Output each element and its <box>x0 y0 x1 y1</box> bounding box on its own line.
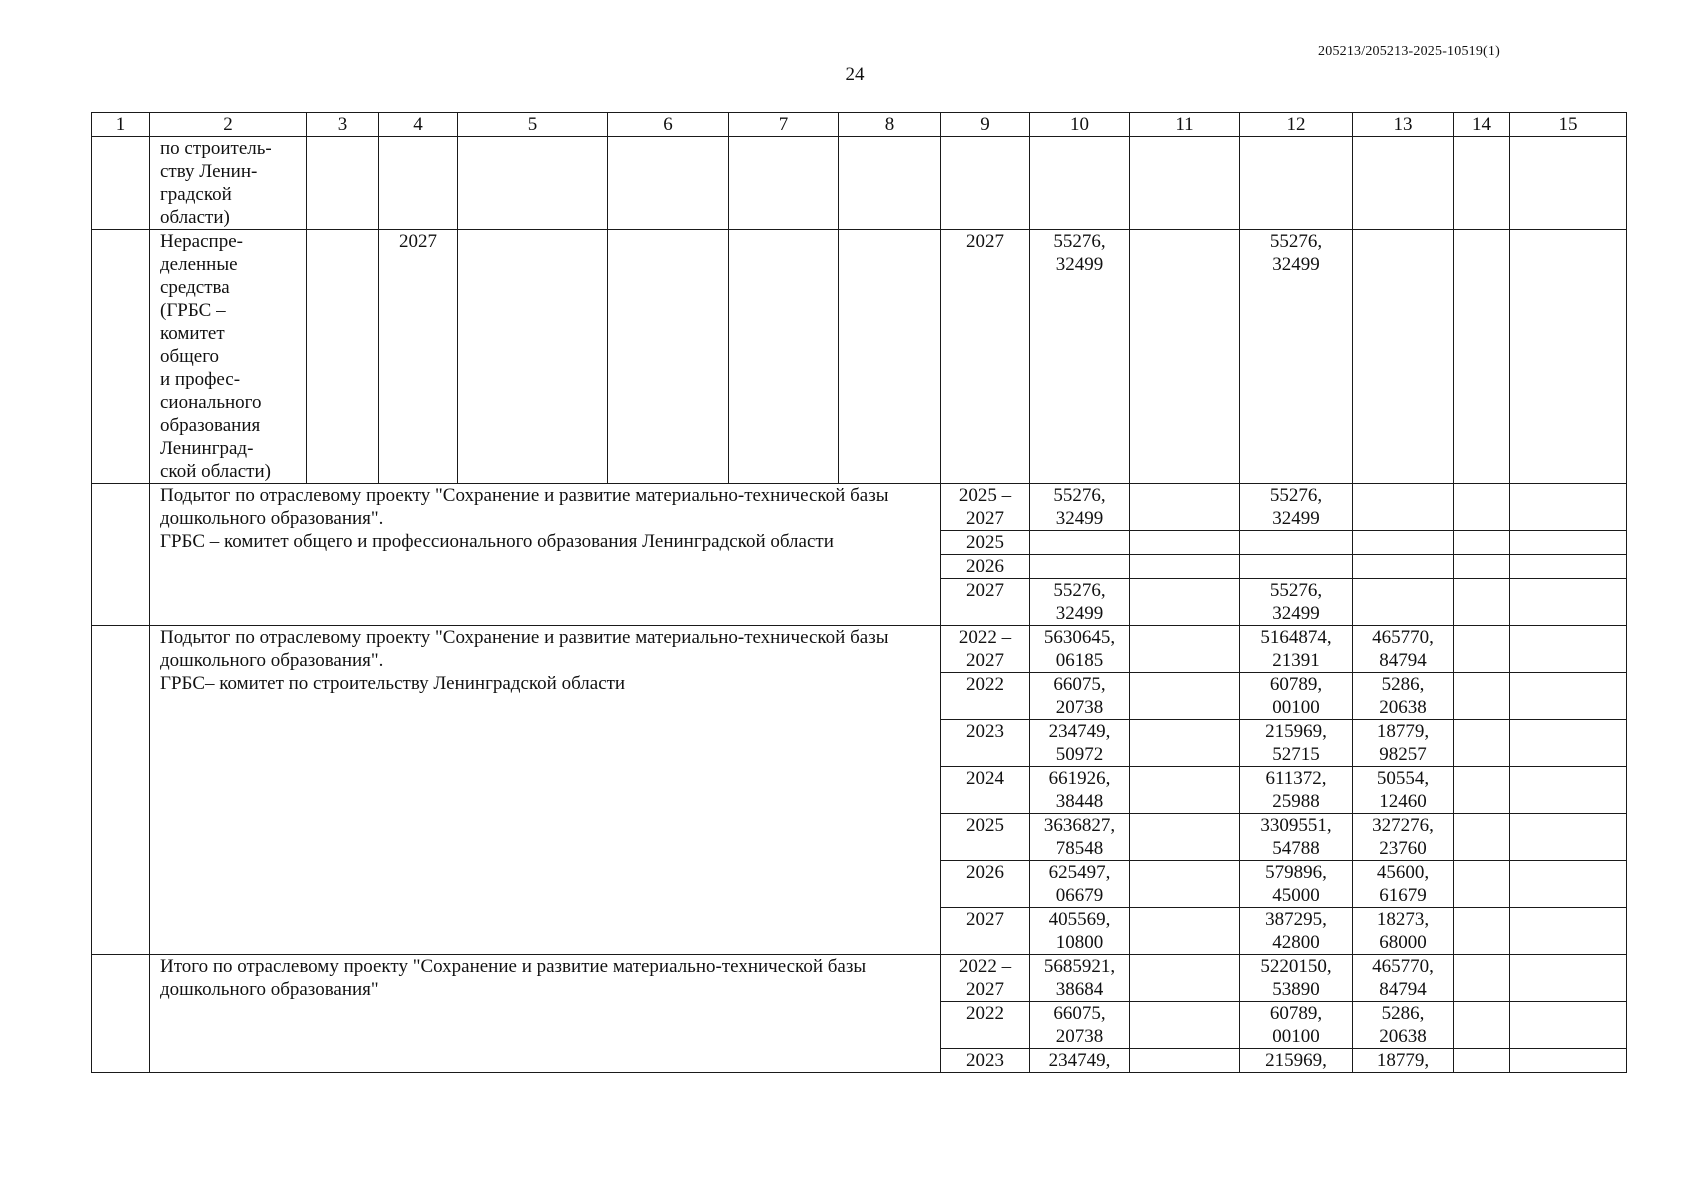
cell-col-11 <box>1130 555 1240 579</box>
cell-col-1 <box>92 955 150 1073</box>
amount-municipal-cell: 5286, 20638 <box>1353 1002 1454 1049</box>
cell-col-11 <box>1130 767 1240 814</box>
cell-col-14 <box>1454 673 1510 720</box>
year-cell: 2023 <box>941 720 1030 767</box>
page-number: 24 <box>845 64 865 85</box>
amount-total-cell: 234749, 50972 <box>1030 720 1130 767</box>
year-cell: 2022 <box>941 673 1030 720</box>
cell-col-15 <box>1510 908 1627 955</box>
amount-municipal-cell: 50554, 12460 <box>1353 767 1454 814</box>
cell-col-15 <box>1510 230 1627 484</box>
amount-regional-cell: 3309551, 54788 <box>1240 814 1353 861</box>
amount-municipal-cell <box>1353 579 1454 626</box>
amount-total-cell: 661926, 38448 <box>1030 767 1130 814</box>
amount-municipal-cell: 18779, <box>1353 1049 1454 1073</box>
cell-col-1 <box>92 484 150 626</box>
cell-col-11 <box>1130 673 1240 720</box>
column-header-12: 12 <box>1240 113 1353 137</box>
year-cell: 2025 <box>941 531 1030 555</box>
column-header-7: 7 <box>729 113 839 137</box>
cell-col-11 <box>1130 955 1240 1002</box>
column-header-8: 8 <box>839 113 941 137</box>
amount-municipal-cell <box>1353 555 1454 579</box>
cell-col-14 <box>1454 579 1510 626</box>
cell-col-15 <box>1510 579 1627 626</box>
cell-col-15 <box>1510 955 1627 1002</box>
amount-regional-cell: 5164874, 21391 <box>1240 626 1353 673</box>
cell-col-15 <box>1510 137 1627 230</box>
column-header-15: 15 <box>1510 113 1627 137</box>
cell-col-1 <box>92 137 150 230</box>
year-cell: 2023 <box>941 1049 1030 1073</box>
amount-municipal-cell <box>1353 484 1454 531</box>
amount-municipal-cell: 18779, 98257 <box>1353 720 1454 767</box>
cell-col-11 <box>1130 626 1240 673</box>
year-cell: 2022 – 2027 <box>941 626 1030 673</box>
cell-col-11 <box>1130 1002 1240 1049</box>
cell-col-12: 55276, 32499 <box>1240 230 1353 484</box>
column-header-4: 4 <box>379 113 458 137</box>
cell-col-8 <box>839 137 941 230</box>
subtotal-construction-label: Подытог по отраслевому проекту "Сохранение и развитие материально-технической базы дошкольного образования". ГРБС– комитет по строительству Ленинградской области <box>150 626 941 955</box>
cell-col-14 <box>1454 908 1510 955</box>
cell-col-1 <box>92 626 150 955</box>
cell-col-9 <box>941 137 1030 230</box>
amount-total-cell: 55276, 32499 <box>1030 579 1130 626</box>
cell-col-11 <box>1130 720 1240 767</box>
cell-col-15 <box>1510 673 1627 720</box>
amount-municipal-cell <box>1353 531 1454 555</box>
cell-col-14 <box>1454 861 1510 908</box>
column-header-11: 11 <box>1130 113 1240 137</box>
cell-col-1 <box>92 230 150 484</box>
cell-col-12 <box>1240 137 1353 230</box>
cell-col-14 <box>1454 767 1510 814</box>
total-project-label: Итого по отраслевому проекту "Сохранение и развитие материально-технической базы дошкольного образования" <box>150 955 941 1073</box>
cell-col-11 <box>1130 230 1240 484</box>
amount-total-cell: 5630645, 06185 <box>1030 626 1130 673</box>
cell-col-14 <box>1454 1049 1510 1073</box>
year-cell: 2022 – 2027 <box>941 955 1030 1002</box>
cell-col-15 <box>1510 1002 1627 1049</box>
cell-col-5 <box>458 137 608 230</box>
cell-col-14 <box>1454 1002 1510 1049</box>
cell-col-14 <box>1454 626 1510 673</box>
year-cell: 2026 <box>941 555 1030 579</box>
cell-col-14 <box>1454 814 1510 861</box>
amount-total-cell: 3636827, 78548 <box>1030 814 1130 861</box>
cell-col-14 <box>1454 955 1510 1002</box>
cell-col-7 <box>729 137 839 230</box>
document-id: 205213/205213-2025-10519(1) <box>1318 44 1500 59</box>
cell-col-11 <box>1130 531 1240 555</box>
amount-regional-cell <box>1240 531 1353 555</box>
cell-col-15 <box>1510 814 1627 861</box>
cell-col-14 <box>1454 720 1510 767</box>
cell-col-15 <box>1510 484 1627 531</box>
amount-regional-cell: 60789, 00100 <box>1240 1002 1353 1049</box>
column-header-3: 3 <box>307 113 379 137</box>
year-cell: 2022 <box>941 1002 1030 1049</box>
amount-regional-cell: 215969, <box>1240 1049 1353 1073</box>
amount-total-cell: 55276, 32499 <box>1030 484 1130 531</box>
table-row <box>92 137 1627 230</box>
amount-municipal-cell: 327276, 23760 <box>1353 814 1454 861</box>
cell-col-15 <box>1510 555 1627 579</box>
cell-col-10: 55276, 32499 <box>1030 230 1130 484</box>
cell-col-8 <box>839 230 941 484</box>
amount-municipal-cell: 45600, 61679 <box>1353 861 1454 908</box>
year-cell: 2026 <box>941 861 1030 908</box>
cell-col-11 <box>1130 814 1240 861</box>
cell-col-2: по строитель- ству Ленин- градской области) <box>150 137 307 230</box>
column-number-header <box>92 113 1627 137</box>
amount-municipal-cell: 5286, 20638 <box>1353 673 1454 720</box>
cell-col-11 <box>1130 137 1240 230</box>
amount-regional-cell: 215969, 52715 <box>1240 720 1353 767</box>
cell-col-14 <box>1454 555 1510 579</box>
year-cell: 2027 <box>941 908 1030 955</box>
amount-regional-cell: 55276, 32499 <box>1240 579 1353 626</box>
column-header-14: 14 <box>1454 113 1510 137</box>
column-header-1: 1 <box>92 113 150 137</box>
cell-col-14 <box>1454 484 1510 531</box>
column-header-10: 10 <box>1030 113 1130 137</box>
amount-total-cell <box>1030 531 1130 555</box>
cell-col-15 <box>1510 720 1627 767</box>
cell-col-15 <box>1510 767 1627 814</box>
amount-regional-cell: 55276, 32499 <box>1240 484 1353 531</box>
cell-col-13 <box>1353 137 1454 230</box>
year-cell: 2025 <box>941 814 1030 861</box>
table-row <box>92 955 1627 1002</box>
cell-col-2: Нераспре- деленные средства (ГРБС – комитет общего и профес- сионального образования Ленинград- ской области) <box>150 230 307 484</box>
cell-col-7 <box>729 230 839 484</box>
cell-col-11 <box>1130 484 1240 531</box>
cell-col-15 <box>1510 1049 1627 1073</box>
cell-col-10 <box>1030 137 1130 230</box>
amount-municipal-cell: 465770, 84794 <box>1353 955 1454 1002</box>
cell-col-11 <box>1130 579 1240 626</box>
cell-col-3 <box>307 137 379 230</box>
amount-municipal-cell: 18273, 68000 <box>1353 908 1454 955</box>
year-cell: 2025 – 2027 <box>941 484 1030 531</box>
cell-col-15 <box>1510 626 1627 673</box>
amount-total-cell: 5685921, 38684 <box>1030 955 1130 1002</box>
table-row <box>92 230 1627 484</box>
year-cell: 2027 <box>941 579 1030 626</box>
amount-total-cell: 405569, 10800 <box>1030 908 1130 955</box>
column-header-5: 5 <box>458 113 608 137</box>
cell-col-4 <box>379 137 458 230</box>
amount-municipal-cell: 465770, 84794 <box>1353 626 1454 673</box>
cell-col-14 <box>1454 531 1510 555</box>
amount-total-cell: 625497, 06679 <box>1030 861 1130 908</box>
budget-table <box>91 112 1627 1073</box>
cell-col-11 <box>1130 861 1240 908</box>
subtotal-education-label: Подытог по отраслевому проекту "Сохранение и развитие материально-технической базы дошкольного образования". ГРБС – комитет общего и профессионального образования Ленинградской области <box>150 484 941 626</box>
table-row <box>92 484 1627 531</box>
cell-col-6 <box>608 137 729 230</box>
amount-total-cell: 66075, 20738 <box>1030 1002 1130 1049</box>
cell-col-3 <box>307 230 379 484</box>
column-header-6: 6 <box>608 113 729 137</box>
cell-col-11 <box>1130 1049 1240 1073</box>
cell-col-13 <box>1353 230 1454 484</box>
cell-col-14 <box>1454 137 1510 230</box>
amount-regional-cell: 5220150, 53890 <box>1240 955 1353 1002</box>
cell-col-9: 2027 <box>941 230 1030 484</box>
amount-regional-cell: 611372, 25988 <box>1240 767 1353 814</box>
amount-regional-cell: 387295, 42800 <box>1240 908 1353 955</box>
cell-col-15 <box>1510 861 1627 908</box>
amount-total-cell: 234749, <box>1030 1049 1130 1073</box>
year-cell: 2024 <box>941 767 1030 814</box>
amount-total-cell <box>1030 555 1130 579</box>
amount-regional-cell: 579896, 45000 <box>1240 861 1353 908</box>
column-header-13: 13 <box>1353 113 1454 137</box>
amount-regional-cell <box>1240 555 1353 579</box>
amount-total-cell: 66075, 20738 <box>1030 673 1130 720</box>
cell-col-11 <box>1130 908 1240 955</box>
cell-col-4: 2027 <box>379 230 458 484</box>
cell-col-6 <box>608 230 729 484</box>
table-row <box>92 626 1627 673</box>
cell-col-15 <box>1510 531 1627 555</box>
column-header-9: 9 <box>941 113 1030 137</box>
column-header-2: 2 <box>150 113 307 137</box>
cell-col-5 <box>458 230 608 484</box>
cell-col-14 <box>1454 230 1510 484</box>
amount-regional-cell: 60789, 00100 <box>1240 673 1353 720</box>
